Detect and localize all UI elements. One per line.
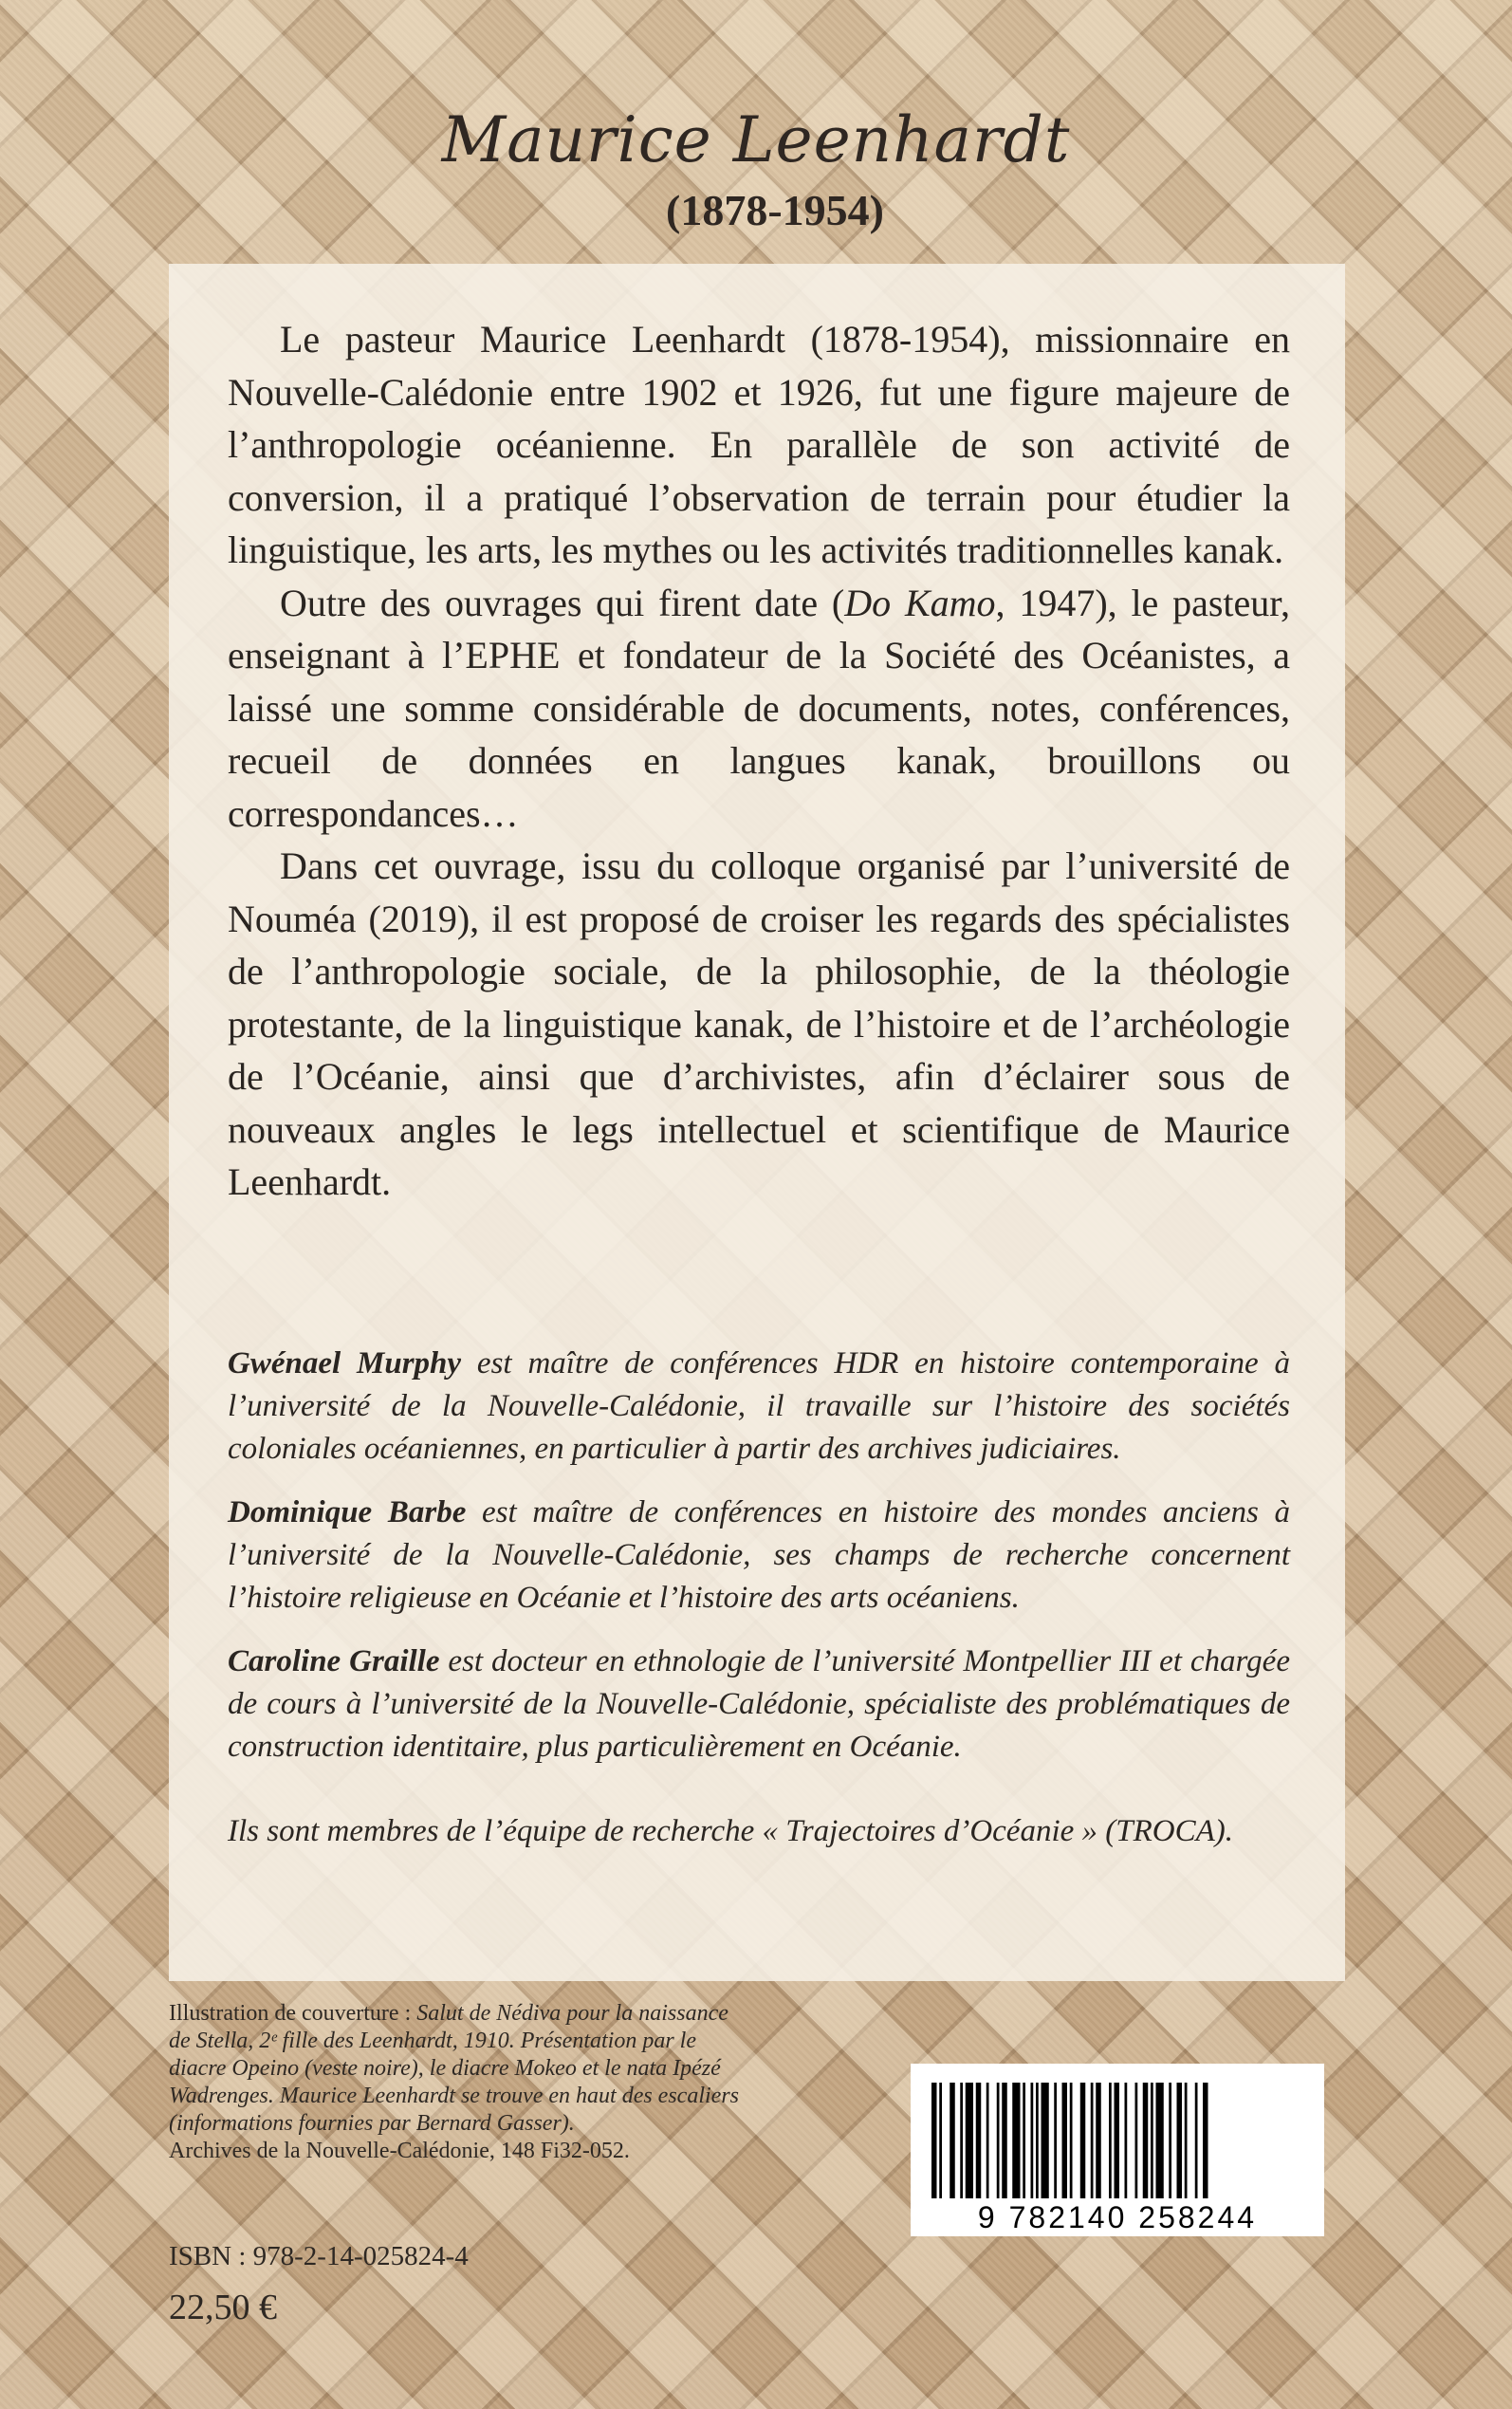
barcode-bar [1012,2083,1020,2198]
barcode-bar [1185,2083,1188,2198]
barcode-bar [1156,2083,1164,2198]
barcode-bars [926,2083,1309,2198]
summary-paragraph-3: Dans cet ouvrage, issu du colloque organisé par l’université de Nouméa (2019), il est proposé de croiser les regards des spécialistes de l’anthropologie sociale, de la philosophie, de la théologie protestante, de la linguistique kanak, de l’histoire et de l’archéologie de l’Océanie, ainsi que d’archivistes, afin d’éclairer sous de nouveaux angles le legs intellectuel et scientifique de Maurice Leenhardt. [228,844,1290,1203]
barcode-bar [950,2083,955,2198]
author-bios [228,1343,1290,1874]
barcode-bar [960,2083,963,2198]
book-reference-do-kamo: Do Kamo [844,581,996,624]
book-dates: (1878-1954) [666,186,884,234]
barcode-bar [1151,2083,1153,2198]
barcode-bar [1054,2083,1057,2198]
barcode-bar [1042,2083,1049,2198]
barcode-bar [997,2083,1000,2198]
barcode-bar [939,2083,942,2198]
research-team-line: Ils sont membres de l’équipe de recherche « Trajectoires d’Océanie » (TROCA). [228,1814,1234,1848]
summary-paragraph-1: Le pasteur Maurice Leenhardt (1878-1954), missionnaire en Nouvelle-Calédonie entre 1902 et 1926, fut une figure majeure de l’anthropologie océanienne. En parallèle de son activité de conversion, il a pratiqué l’observation de terrain pour étudier la linguistique, les arts, les mythes ou les activités traditionnelles kanak. [228,318,1290,571]
credits-label: Illustration de couverture : [169,2001,417,2026]
barcode-bar [1203,2083,1208,2198]
barcode-bar [1091,2083,1094,2198]
summary-paragraph-2 [228,577,1290,841]
barcode-bar [976,2083,982,2198]
author-bio-text: est maître de conférences HDR en histoire contemporaine à l’université de la Nouvelle-Calédonie, il travaille sur l’histoire des sociétés coloniales océaniennes, en particulier à partir des archives judiciaires. [228,1346,1290,1466]
barcode-bar [931,2083,937,2198]
barcode-bar [1135,2083,1138,2198]
barcode [911,2064,1324,2236]
barcode-bar [1062,2083,1068,2198]
author-bio-barbe [228,1492,1290,1620]
barcode-bar [1096,2083,1101,2198]
book-title: Maurice Leenhardt [441,103,1071,176]
barcode-bar [1195,2083,1198,2198]
author-bio-murphy [228,1343,1290,1471]
barcode-bar [1115,2083,1120,2198]
barcode-bar [1177,2083,1183,2198]
barcode-bar [1070,2083,1073,2198]
price: 22,50 € [169,2288,277,2327]
barcode-bar [1031,2083,1034,2198]
cover-credits [169,2000,747,2165]
author-bio-text: est maître de conférences en histoire des mondes anciens à l’université de la Nouvelle-Calédonie, ses champs de recherche concernent l’histoire religieuse en Océanie et l’histoire des arts océaniens. [228,1495,1290,1615]
isbn: ISBN : 978-2-14-025824-4 [169,2241,469,2271]
author-name: Dominique Barbe [228,1495,467,1529]
barcode-bar [1023,2083,1025,2198]
credits-caption: Salut de Nédiva pour la naissance de Stella, 2ᵉ fille des Leenhardt, 1910. Présentation par le diacre Opeino (veste noire), le diacre Mokeo et le nata Ipézé Wadrenges. Maurice Leenhardt se trouve en haut des escaliers (informations fournies par Bernard Gasser). [169,2001,739,2136]
author-bio-graille [228,1640,1290,1769]
summary-text [228,313,1290,1209]
barcode-digits: 9 782140 258244 [977,2200,1258,2234]
barcode-bar [1002,2083,1007,2198]
barcode-bar [966,2083,973,2198]
barcode-bar [986,2083,989,2198]
author-name: Gwénael Murphy [228,1346,462,1381]
barcode-bar [1169,2083,1171,2198]
author-bio-text: est docteur en ethnologie de l’université Montpellier III et chargée de cours à l’université de la Nouvelle-Calédonie, spécialiste des problématiques de construction identitaire, plus particulièrement en Océanie. [228,1644,1290,1764]
barcode-bar [1109,2083,1112,2198]
title-block [0,102,1512,237]
barcode-bar [1080,2083,1086,2198]
barcode-bar [1036,2083,1039,2198]
author-name: Caroline Graille [228,1644,440,1678]
barcode-bar [1125,2083,1128,2198]
summary-p2-after: , 1947), le pasteur, enseignant à l’EPHE et fondateur de la Société des Océanistes, a laissé une somme considérable de documents, notes, conférences, recueil de données en langues kanak, brouillons ou correspondances… [228,581,1291,835]
barcode-bar [1143,2083,1149,2198]
credits-archive: Archives de la Nouvelle-Calédonie, 148 Fi32-052. [169,2139,630,2163]
summary-p2-before: Outre des ouvrages qui firent date ( [280,581,845,624]
